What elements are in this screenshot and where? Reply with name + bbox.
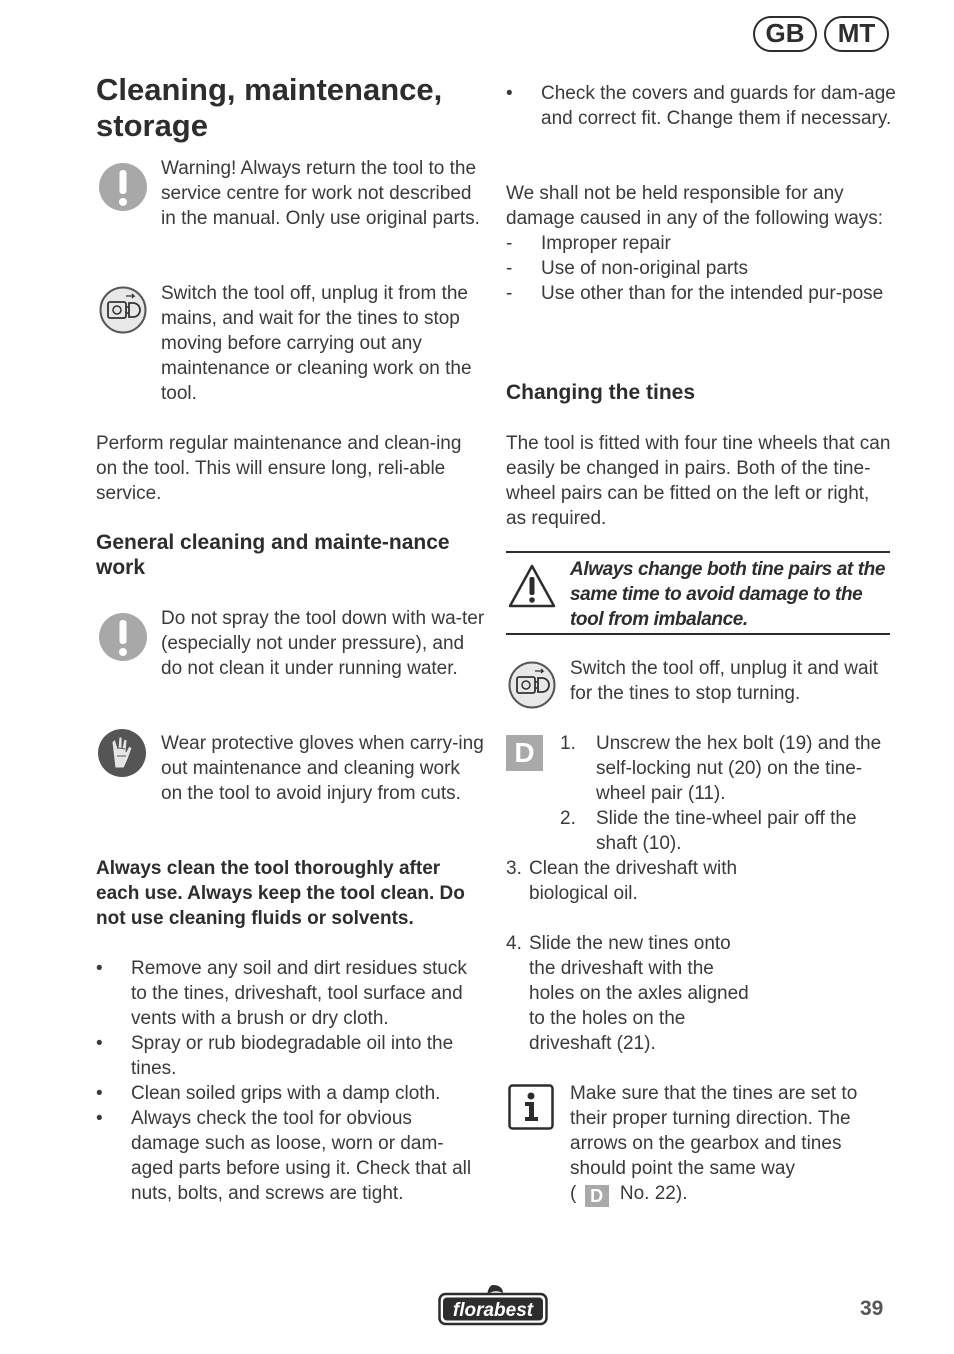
list-item: • Remove any soil and dirt residues stuck to the tines, driveshaft, tool surface and vents with a brush or dry cloth. [96,956,484,1031]
maintenance-intro: Perform regular maintenance and clean-ing on the tool. This will ensure long, reli-able service. [96,433,462,504]
caution-triangle-icon [507,563,557,609]
florabest-logo [438,1283,548,1327]
step-text: Clean the driveshaft with biological oil. [529,858,738,904]
caution-text: Always change both tine pairs at the same time to avoid damage to the tool from imbalance. [570,559,886,630]
warning-exclamation-icon [98,162,148,212]
cleaning-bold-note: Always clean the tool thoroughly after each use. Always keep the tool clean. Do not use cleaning fluids or solvents. [96,858,465,929]
liability-intro: We shall not be held responsible for any damage caused in any of the following ways: [506,183,884,229]
liability-list [506,231,891,306]
info-ref-close: No. 22). [619,1183,688,1204]
step-number: 1. [560,733,576,754]
protective-gloves-icon [97,728,147,778]
list-item: - Use of non-original parts [506,256,891,281]
unplug-instruction: Switch the tool off, unplug it from the mains, and wait for the tines to stop moving before carrying out any maintenance or cleaning work on the tool. [161,283,472,404]
list-item: • Always check the tool for obvious damage such as loose, worn or dam-aged parts before using it. Check that all nuts, bolts, and screws are tight. [96,1106,484,1206]
gloves-instruction: Wear protective gloves when carry-ing out maintenance and cleaning work on the tool to avoid injury from cuts. [161,733,484,804]
no-spray-warning: Do not spray the tool down with wa-ter (especially not under pressure), and do not clean it under running water. [161,608,485,679]
list-item [560,731,890,806]
section-heading-general: General cleaning and mainte-nance work [96,531,450,579]
list-item: • Check the covers and guards for dam-age and correct fit. Change them if necessary. [506,81,896,131]
info-text: Make sure that the tines are set to their proper turning direction. The arrows on the gearbox and tines should point the same way [570,1083,858,1179]
info-icon [508,1084,554,1130]
list-item: • Spray or rub biodegradable oil into the tines. [96,1031,484,1081]
brand-text: florabest [452,1300,534,1321]
list-item: - Improper repair [506,231,891,256]
unplug-icon [98,285,148,335]
covers-bullet-list [506,81,896,131]
list-item [506,931,756,1056]
liability-text [506,181,891,306]
tines-intro: The tool is fitted with four tine wheels that can easily be changed in pairs. Both of the tine-wheel pairs can be fitted on the left or right, as required. [506,433,891,529]
caution-box [506,551,890,635]
list-item [506,856,756,906]
warning-exclamation-icon [98,612,148,662]
language-badge-mt: MT [824,16,889,52]
info-ref-open: ( [570,1183,577,1204]
unplug-icon [507,660,557,710]
step-number: 2. [560,808,576,829]
cleaning-bullet-list [96,956,484,1206]
list-item: • Clean soiled grips with a damp cloth. [96,1081,484,1106]
step-text: Slide the tine-wheel pair off the shaft (10). [596,808,857,854]
list-item [560,806,890,856]
step-list-4 [506,931,756,1056]
step-number: 4. [506,933,522,954]
figure-d-badge: D [506,735,543,771]
figure-d-badge: D [585,1185,609,1207]
warning-text: Warning! Always return the tool to the service centre for work not described in the manual. Only use original parts. [161,158,480,229]
step-list-d [560,731,890,856]
section-heading-tines: Changing the tines [506,381,695,404]
language-badge-gb: GB [753,16,817,52]
page-number: 39 [860,1297,884,1320]
step-number: 3. [506,858,522,879]
step-text: Unscrew the hex bolt (19) and the self-locking nut (20) on the tine-wheel pair (11). [596,733,882,804]
step-list-3 [506,856,756,906]
list-item: - Use other than for the intended pur-pose [506,281,891,306]
unplug-instruction: Switch the tool off, unplug it and wait for the tines to stop turning. [570,658,879,704]
info-note [570,1081,890,1207]
step-text: Slide the new tines onto the driveshaft with the holes on the axles aligned to the holes on the driveshaft (21). [529,933,749,1054]
page-title: Cleaning, maintenance, storage [96,72,443,143]
